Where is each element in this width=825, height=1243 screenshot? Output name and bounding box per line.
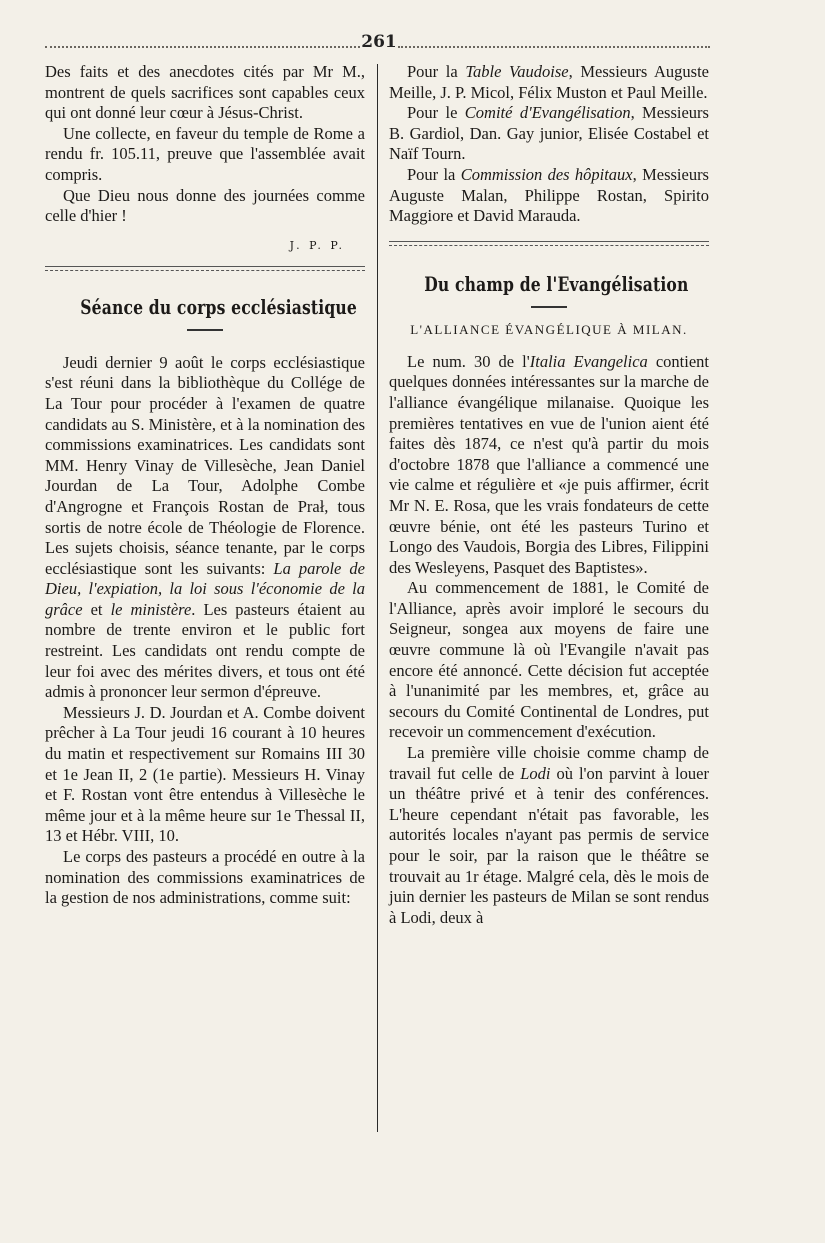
page-number: 261	[361, 32, 397, 52]
title-rule	[531, 306, 567, 308]
section-title-seance: Séance du corps ecclésiastique	[80, 294, 357, 319]
right-paragraph-6: La première ville choisie comme champ de travail fut celle de Lodi où l'on parvint à louer un théâtre privé et à tenir des conférences. L'heure cependant n'était pas favorable, les autorités locales n'ayant pas permis de service pour le soir, par la raison que le théâtre se trouvait au 1r étage. Malgré cela, dès le mois de juin dernier les pasteurs de Milan se sont rendus à Lodi, deux à	[389, 743, 709, 927]
column-divider	[377, 64, 378, 1132]
right-paragraph-5: Au commencement de 1881, le Comité de l'Alliance, après avoir imploré le secours du Seigneur, songea aux moyens de faire une œuvre commune là où l'Evangile n'avait pas encore été annoncé. Cette décision fut acceptée à l'unanimité par les membres, et, grâce au secours du Comité Continental de Londres, put recevoir un commencement d'exécution.	[389, 578, 709, 742]
left-paragraph-6: Le corps des pasteurs a procédé en outre à la nomination des commissions examinatrices de la gestion de nos administrations, comme suit:	[45, 847, 365, 908]
right-paragraph-1: Pour la Table Vaudoise, Messieurs Auguste Meille, J. P. Micol, Félix Muston et Paul Meille.	[389, 62, 709, 102]
separator-rule	[45, 266, 365, 267]
right-paragraph-3: Pour la Commission des hôpitaux, Messieurs Auguste Malan, Philippe Rostan, Spirito Maggiore et David Marauda.	[389, 164, 709, 226]
right-paragraph-4: Le num. 30 de l'Italia Evangelica contient quelques données intéressantes sur la marche de l'alliance évangélique milanaise. Quoique les premières tentatives en vue de l'union aient été faites dès 1874, ce n'est qu'à partir du mois d'octobre 1878 que l'alliance a commencé une vie calme et régulière et «je puis affirmer, écrit Mr N. E. Rosa, que les vrais fondateurs de cette œuvre bénie, ont été les pasteurs Turino et Longo des Vaudois, Borgia des Libres, Filippini des Wesleyens, Pasquet des Baptistes».	[389, 351, 709, 577]
left-paragraph-3: Que Dieu nous donne des journées comme celle d'hier !	[45, 185, 365, 226]
right-column	[389, 62, 709, 928]
section-title-evangelisation: Du champ de l'Evangélisation	[424, 271, 689, 296]
left-paragraph-5: Messieurs J. D. Jourdan et A. Combe doivent prêcher à La Tour jeudi 16 courant à 10 heures du matin et respectivement sur Romains III 30 et 1e Jean II, 2 (1e partie). Messieurs H. Vinay et F. Rostan vont être entendus à Villesèche le même jour et à la même heure sur 1e Thessal II, 13 et Hébr. VIII, 10.	[45, 702, 365, 846]
left-paragraph-2: Une collecte, en faveur du temple de Rome a rendu fr. 105.11, preuve que l'assemblée avait compris.	[45, 123, 365, 184]
left-paragraph-4: Jeudi dernier 9 août le corps ecclésiastique s'est réuni dans la bibliothèque du Collége de La Tour pour procéder à l'examen de quatre candidats au S. Ministère, et à la nomination des commissions examinatrices. Les candidats sont MM. Henry Vinay de Villesèche, Jean Daniel Jourdan de La Tour, Adolphe Combe d'Angrogne et François Rostan de Prał, tous sortis de notre école de Théologie de Florence. Les sujets choisis, séance tenante, par le corps ecclésiastique sont les suivants: La parole de Dieu, l'expiation, la loi sous l'économie de la grâce et le ministère. Les pasteurs étaient au nombre de trente environ et le public fort restreint. Les candidats ont rendu compte de leur foi avec des mérites divers, et tous ont été admis à prononcer leur sermon d'épreuve.	[45, 352, 366, 702]
signature: J. P. P.	[289, 238, 345, 252]
header-rule-right	[398, 46, 710, 48]
right-paragraph-2: Pour le Comité d'Evangélisation, Messieurs B. Gardiol, Dan. Gay junior, Elisée Costabel et Naïf Tourn.	[389, 103, 709, 164]
separator-rule	[389, 241, 709, 242]
left-column	[45, 62, 365, 909]
subtitle-alliance: L'ALLIANCE ÉVANGÉLIQUE À MILAN.	[410, 321, 688, 337]
left-paragraph-1: Des faits et des anecdotes cités par Mr M., montrent de quels sacrifices sont capables ceux qui ont donné leur cœur à Jésus-Christ.	[45, 62, 365, 123]
header-rule-left	[45, 46, 360, 48]
